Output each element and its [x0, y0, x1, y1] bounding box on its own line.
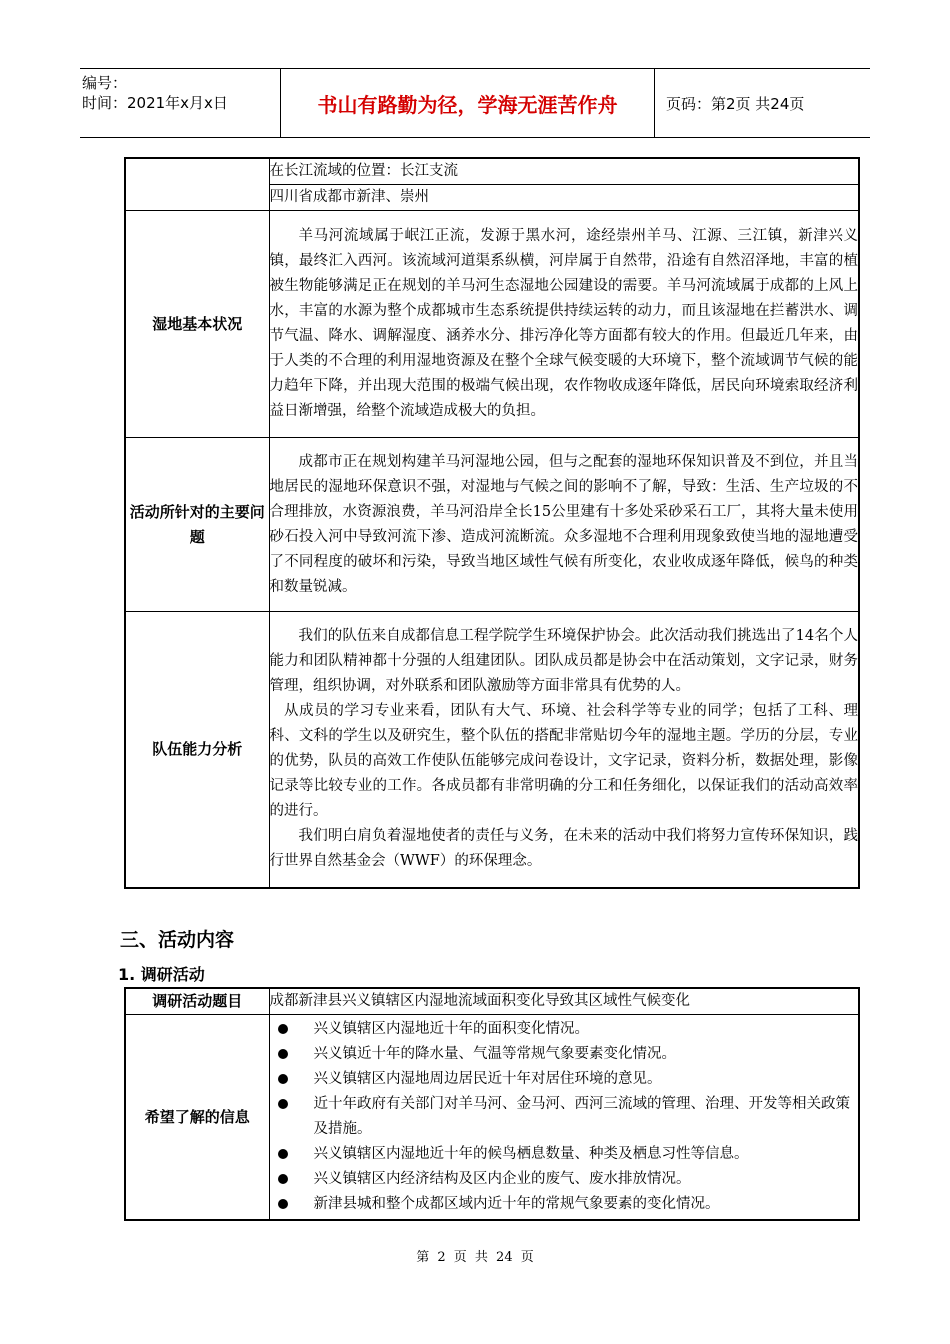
list-item-text: 近十年政府有关部门对羊马河、金马河、西河三流域的管理、治理、开发等相关政策及措施。 — [313, 1096, 850, 1137]
blank-label-cell — [125, 158, 269, 211]
list-item — [270, 1192, 853, 1217]
row-label-basic-status: 湿地基本状况 — [125, 211, 269, 438]
date-line: 时间：2021年x月x日 — [82, 94, 228, 112]
list-item-text: 兴义镇辖区内经济结构及区内企业的废气、废水排放情况。 — [313, 1171, 691, 1187]
header-meta — [80, 69, 281, 137]
team-paragraph-1: 我们的队伍来自成都信息工程学院学生环境保护协会。此次活动我们挑选出了14名个人能力和团队精神都十分强的人组建团队。团队成员都是协会中在活动策划，文字记录，财务管理，组织协调，对外联系和团队激励等方面非常具有优势的人。 — [269, 628, 858, 695]
row-content-team-analysis — [269, 612, 859, 888]
team-paragraph-2: 从成员的学习专业来看，团队有大气、环境、社会科学等专业的同学；包括了工科、理科、文科的学生以及研究生，整个队伍的搭配非常贴切今年的湿地主题。学历的分层，专业的优势，队员的高效工作使队伍能够完成问卷设计，文字记录，资料分析，数据处理，影像记录等比较专业的工作。各成员都有非常明确的分工和任务细化，以保证我们的活动高效率的进行。 — [269, 703, 858, 820]
header-motto: 书山有路勤为径，学海无涯苦作舟 — [281, 69, 655, 137]
row-content-main-issues — [269, 438, 859, 612]
main-issues-paragraph: 成都市正在规划构建羊马河湿地公园，但与之配套的湿地环保知识普及不到位，并且当地居民的湿地环保意识不强，对湿地与气候之间的影响不了解，导致：生活、生产垃圾的不合理排放，水资源浪费，羊马河沿岸全长15公里建有十多处采砂采石工厂，其将大量未使用砂石投入河中导致河流下渗、造成河流断流。众多湿地不合理利用现象致使当地的湿地遭受了不同程度的破坏和污染，导致当地区域性气候有所变化，农业收成逐年降低，候鸟的种类和数量锐减。 — [269, 453, 858, 595]
location-area: 四川省成都市新津、崇州 — [269, 185, 859, 211]
list-item-text: 新津县城和整个成都区域内近十年的常规气象要素的变化情况。 — [313, 1196, 720, 1212]
subsection-title: 1. 调研活动 — [118, 965, 205, 984]
team-paragraph-3: 我们明白肩负着湿地使者的责任与义务，在未来的活动中我们将努力宣传环保知识，践行世界自然基金会（WWF）的环保理念。 — [269, 828, 858, 870]
list-item — [270, 1042, 853, 1067]
list-item — [270, 1017, 853, 1042]
section-title: 三、活动内容 — [120, 929, 235, 951]
bullet-icon — [278, 1199, 288, 1209]
page-footer: 第 2 页 共 24 页 — [416, 1250, 534, 1265]
list-item — [270, 1142, 853, 1167]
page-header — [80, 68, 870, 138]
bullet-icon — [278, 1149, 288, 1159]
location-river: 在长江流域的位置：长江支流 — [269, 158, 859, 185]
header-page-info: 页码：第2页 共24页 — [666, 94, 805, 113]
basic-status-paragraph: 羊马河流域属于岷江正流，发源于黑水河，途经崇州羊马、江源、三江镇，新津兴义镇，最终汇入西河。该流域河道渠系纵横，河岸属于自然带，沿途有自然沼泽地，丰富的植被生物能够满足正在规划的羊马河生态湿地公园建设的需要。羊马河流域属于成都的上风上水，丰富的水源为整个成都城市生态系统提供持续运转的动力，而且该湿地在拦蓄洪水、调节气温、降水、调解湿度、涵养水分、排污净化等方面都有较大的作用。但最近几年来，由于人类的不合理的利用湿地资源及在整个全球气候变暖的大环境下，整个流域调节气候的能力趋年下降，并出现大范围的极端气候出现，农作物收成逐年降低，居民向环境索取经济利益日渐增强，给整个流域造成极大的负担。 — [269, 228, 858, 419]
bullet-icon — [278, 1049, 288, 1059]
list-item — [270, 1067, 853, 1092]
bullet-icon — [278, 1174, 288, 1184]
bullet-icon — [278, 1074, 288, 1084]
bullet-icon — [278, 1024, 288, 1034]
survey-topic-label: 调研活动题目 — [125, 988, 269, 1015]
survey-table — [124, 987, 860, 1221]
list-item — [270, 1167, 853, 1192]
list-item-text: 兴义镇辖区内湿地近十年的面积变化情况。 — [313, 1021, 589, 1037]
list-item-text: 兴义镇辖区内湿地周边居民近十年对居住环境的意见。 — [313, 1071, 662, 1087]
row-content-basic-status — [269, 211, 859, 438]
survey-info-list — [270, 1017, 853, 1217]
row-label-team-analysis: 队伍能力分析 — [125, 612, 269, 888]
wetland-table — [124, 157, 860, 889]
list-item — [270, 1092, 853, 1142]
list-item-text: 兴义镇辖区内湿地近十年的候鸟栖息数量、种类及栖息习性等信息。 — [313, 1146, 749, 1162]
row-label-main-issues: 活动所针对的主要问题 — [125, 438, 269, 612]
survey-info-list-cell — [269, 1015, 859, 1221]
bullet-icon — [278, 1099, 288, 1109]
survey-info-label: 希望了解的信息 — [125, 1015, 269, 1221]
survey-topic-value: 成都新津县兴义镇辖区内湿地流域面积变化导致其区域性气候变化 — [269, 988, 859, 1015]
number-label: 编号： — [82, 74, 128, 92]
list-item-text: 兴义镇近十年的降水量、气温等常规气象要素变化情况。 — [313, 1046, 676, 1062]
